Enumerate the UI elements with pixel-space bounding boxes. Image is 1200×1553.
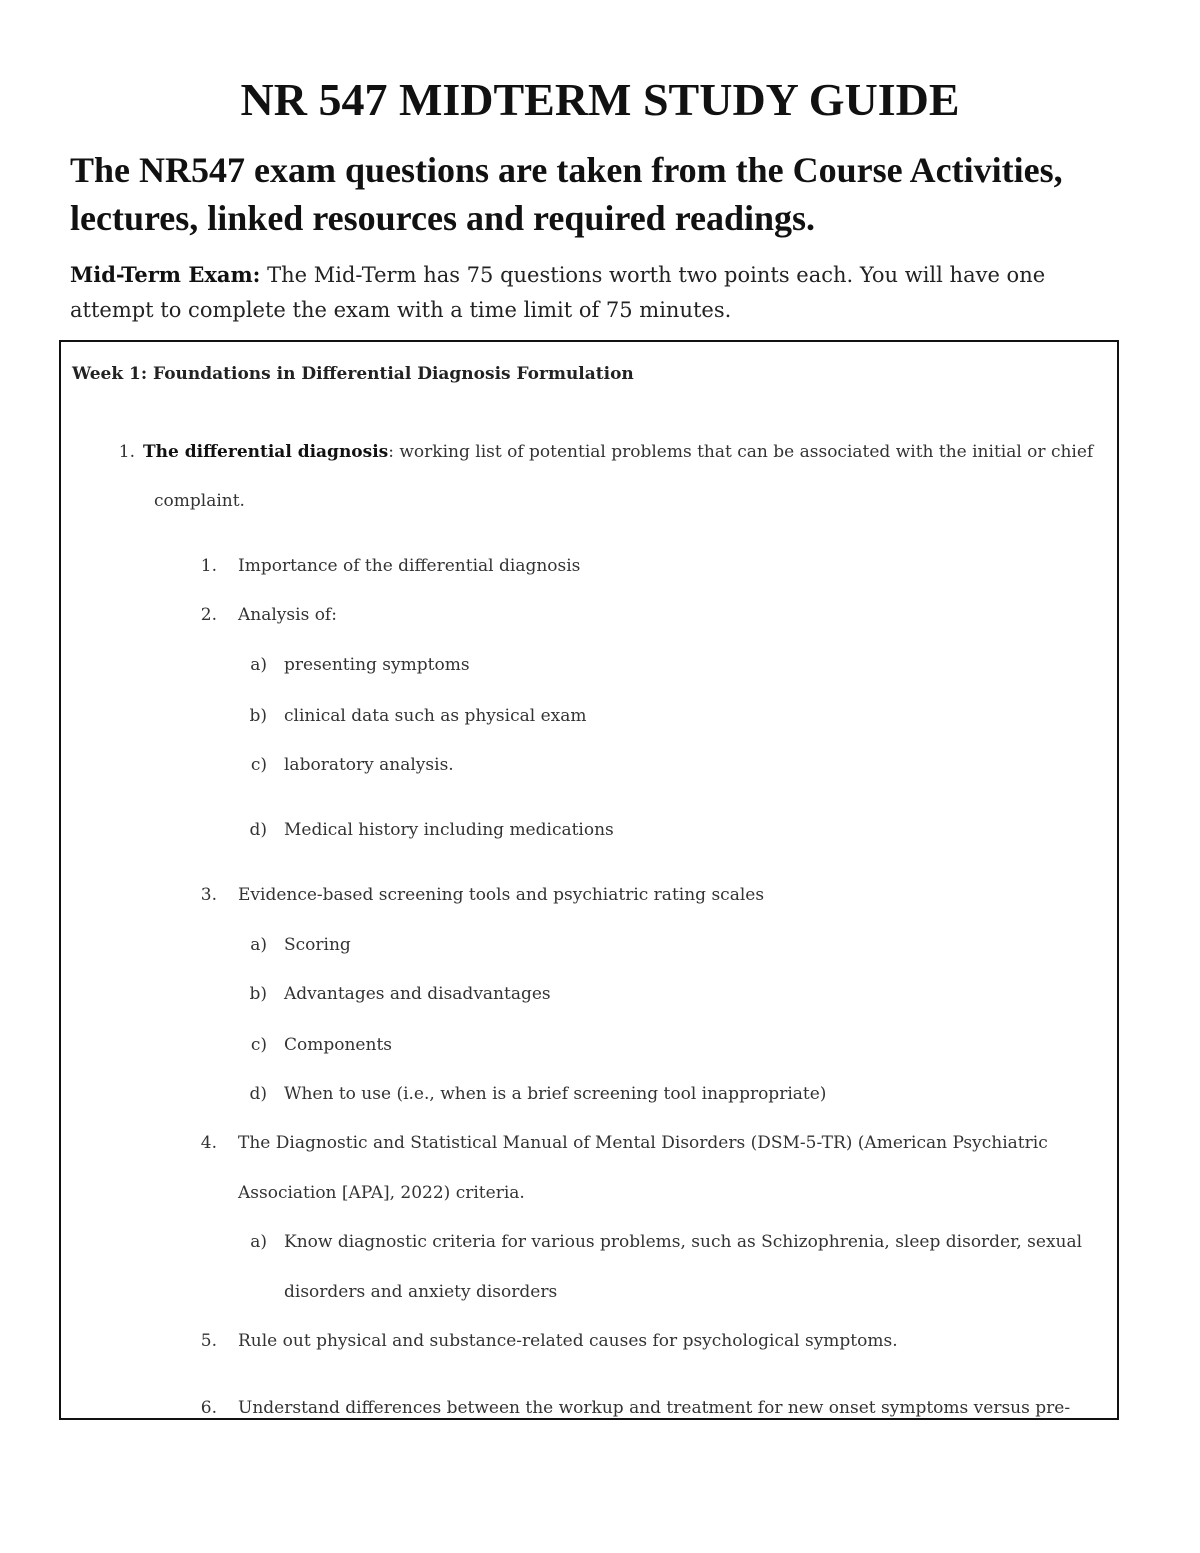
list-letter: c)	[250, 755, 267, 775]
list-item: Analysis of:	[238, 605, 337, 625]
list-letter: d)	[249, 820, 267, 840]
list-item: Understand differences between the workup and treatment for new onset symptoms versus pre-	[238, 1398, 1071, 1418]
list-subitem: Medical history including medications	[284, 820, 614, 840]
list-number: 1.	[118, 442, 135, 462]
list-number: 1.	[200, 556, 217, 576]
exam-intro-label: Mid-Term Exam:	[70, 262, 261, 287]
list-item-differential-diagnosis	[143, 440, 1093, 464]
list-number: 5.	[200, 1331, 217, 1351]
exam-intro	[70, 257, 1130, 328]
week1-heading: Week 1: Foundations in Differential Diagnosis Formulation	[72, 364, 634, 384]
document-subtitle: The NR547 exam questions are taken from the Course Activities, lectures, linked resources and required readings.	[70, 150, 1063, 238]
list-subitem: presenting symptoms	[284, 655, 470, 675]
definition-text: : working list of potential problems that can be associated with the initial or chief	[388, 442, 1094, 462]
list-letter: b)	[249, 984, 267, 1004]
exam-intro-text: The Mid-Term has 75 questions worth two points each. You will have one attempt to complete the exam with a time limit of 75 minutes.	[70, 263, 1046, 322]
list-subitem: Components	[284, 1035, 392, 1055]
list-letter: b)	[249, 706, 267, 726]
list-subitem: Advantages and disadvantages	[284, 984, 551, 1004]
list-number: 3.	[200, 885, 217, 905]
list-item: Importance of the differential diagnosis	[238, 556, 581, 576]
list-subitem: When to use (i.e., when is a brief screening tool inappropriate)	[284, 1084, 827, 1104]
term-differential-diagnosis: The differential diagnosis	[143, 442, 389, 462]
list-number: 6.	[200, 1398, 217, 1418]
list-item-continuation: Association [APA], 2022) criteria.	[238, 1183, 525, 1203]
week1-content-box	[59, 340, 1119, 1420]
list-item: Evidence-based screening tools and psychiatric rating scales	[238, 885, 765, 905]
list-letter: a)	[250, 655, 267, 675]
list-subitem: Know diagnostic criteria for various problems, such as Schizophrenia, sleep disorder, sexual	[284, 1232, 1083, 1252]
list-subitem: clinical data such as physical exam	[284, 706, 587, 726]
list-number: 2.	[200, 605, 217, 625]
definition-continuation: complaint.	[154, 491, 245, 511]
list-letter: a)	[250, 935, 267, 955]
list-letter: d)	[249, 1084, 267, 1104]
list-number: 4.	[200, 1133, 217, 1153]
list-item: Rule out physical and substance-related causes for psychological symptoms.	[238, 1331, 898, 1351]
list-subitem: Scoring	[284, 935, 351, 955]
document-title: NR 547 MIDTERM STUDY GUIDE	[240, 74, 960, 125]
list-item: The Diagnostic and Statistical Manual of Mental Disorders (DSM-5-TR) (American Psychiatric	[238, 1133, 1048, 1153]
list-subitem-continuation: disorders and anxiety disorders	[284, 1282, 558, 1302]
list-subitem: laboratory analysis.	[284, 755, 454, 775]
list-letter: a)	[250, 1232, 267, 1252]
list-letter: c)	[250, 1035, 267, 1055]
